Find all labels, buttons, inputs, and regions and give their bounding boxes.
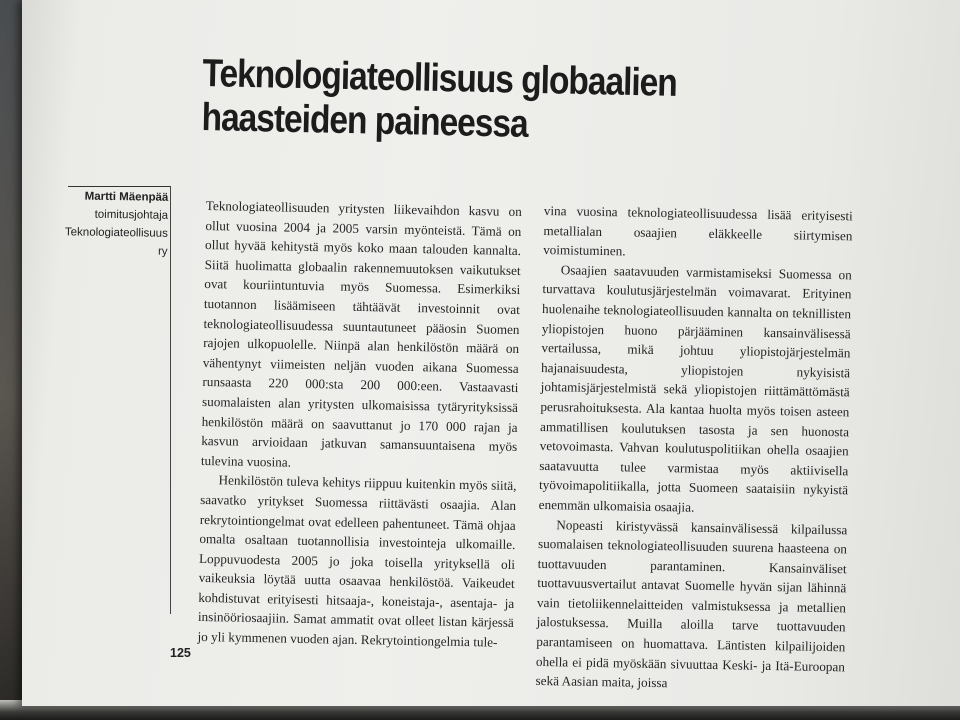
background-edge <box>0 0 22 720</box>
book-page <box>22 0 960 706</box>
paragraph: Henkilöstön tuleva kehitys riippuu kuitenkin myös siitä, saavatko yritykset Suomessa riittävästi osaajia. Alan rekrytointiongelmat ovat edelleen pahentuneet. Tämä ohjaa omalta osaltaan tuotannollisia investointeja ulkomaille. Loppuvuodesta 2005 jo joka toisella yrityksellä oli vaikeuksia löytää uutta osaavaa henkilöstöä. Vaikeudet kohdistuvat erityisesti hitsaaja-, koneistaja-, asentaja- ja insinööriosaajiin. Samat ammatit ovat olleet listan kärjessä jo yli kymmenen vuoden ajan. Rekrytointiongelmia tule- <box>197 472 517 650</box>
author-name: Martti Mäenpää <box>84 190 169 204</box>
paragraph: Nopeasti kiristyvässä kansainvälisessä kilpailussa suomalaisen teknologiateollisuuden suurena haasteena on tuottavuuden parantaminen. Kansainväliset tuottavuusvertailut antavat Suomelle hyvän sijan lähinnä vain tietoliikennelaitteiden valmistuksessa ja metallien jalostuksessa. Muilla aloilla tarve tuottavuuden parantamiseen on huomattava. Läntisten kilpailijoiden ohella ei pidä myöskään sivuuttaa Keski- ja Itä-Euroopan sekä Aasian maita, joissa <box>535 516 848 691</box>
paragraph: vina vuosina teknologiateollisuudessa lisää erityisesti metallialan osaajien eläkkeelle siirtymisen voimistuminen. <box>543 202 853 259</box>
title-line-2: haasteiden paineessa <box>201 95 529 146</box>
author-role: toimitusjohtaja <box>94 208 169 222</box>
title-line-1: Teknologiateollisuus globaalien <box>202 52 678 105</box>
paragraph: Osaajien saatavuuden varmistamiseksi Suomessa on turvattava koulutusjärjestelmän voimavarat. Erityinen huolenaihe teknologiateollisuuden kannalta on teknillisten yliopistojen huono pärjääminen kansainvälisessä vertailussa, mikä johtuu yliopistojärjestelmän hajanaisuudesta, yliopistojen nykyisistä johtamisjärjestelmistä sekä yliopistojen riittämättömästä perusrahoituksesta. Ala kantaa huolta myös toisen asteen ammatillisen koulutuksen tasosta ja sen huonosta vetovoimasta. Vahvan koulutuspolitiikan ohella osaajien saatavuutta tulee varmistaa myös aktiivisella työvoimapolitiikalla, jotta Suomeen saataisiin nykyistä enemmän ulkomaisia osaajia. <box>538 262 852 515</box>
text-column-2 <box>535 201 853 696</box>
paragraph: Teknologiateollisuuden yritysten liikevaihdon kasvu on ollut vuosina 2004 ja 2005 varsin myönteistä. Tämä on ollut hyvää kehitystä myös koko maan talouden kannalta. Siitä huolimatta globaalin rakennemuutoksen vaikutukset ovat kouriintuntuvia myös Suomessa. Esimerkiksi tuotannon lisäämiseen tähtäävät investoinnit ovat teknologiateollisuudessa suuntautuneet pääosin Suomen rajojen ulkopuolelle. Niinpä alan henkilöstön määrä on vähentynyt viimeisten neljän vuoden aikana Suomessa runsaasta 220 000:sta 200 000:een. Vastaavasti suomalaisten alan yritysten ulkomaisissa tytäryrityksissä henkilöstön määrä on saavuttanut jo 170 000 rajan ja kasvun arvioidaan jatkuvan samansuuntaisena myös tulevina vuosina. <box>200 197 522 470</box>
text-column-1 <box>197 196 522 653</box>
article-title <box>201 52 719 151</box>
author-box <box>56 187 169 261</box>
page-number: 125 <box>170 646 191 660</box>
author-organization: Teknologiateollisuus ry <box>64 226 168 258</box>
author-rule-vertical <box>170 186 171 614</box>
